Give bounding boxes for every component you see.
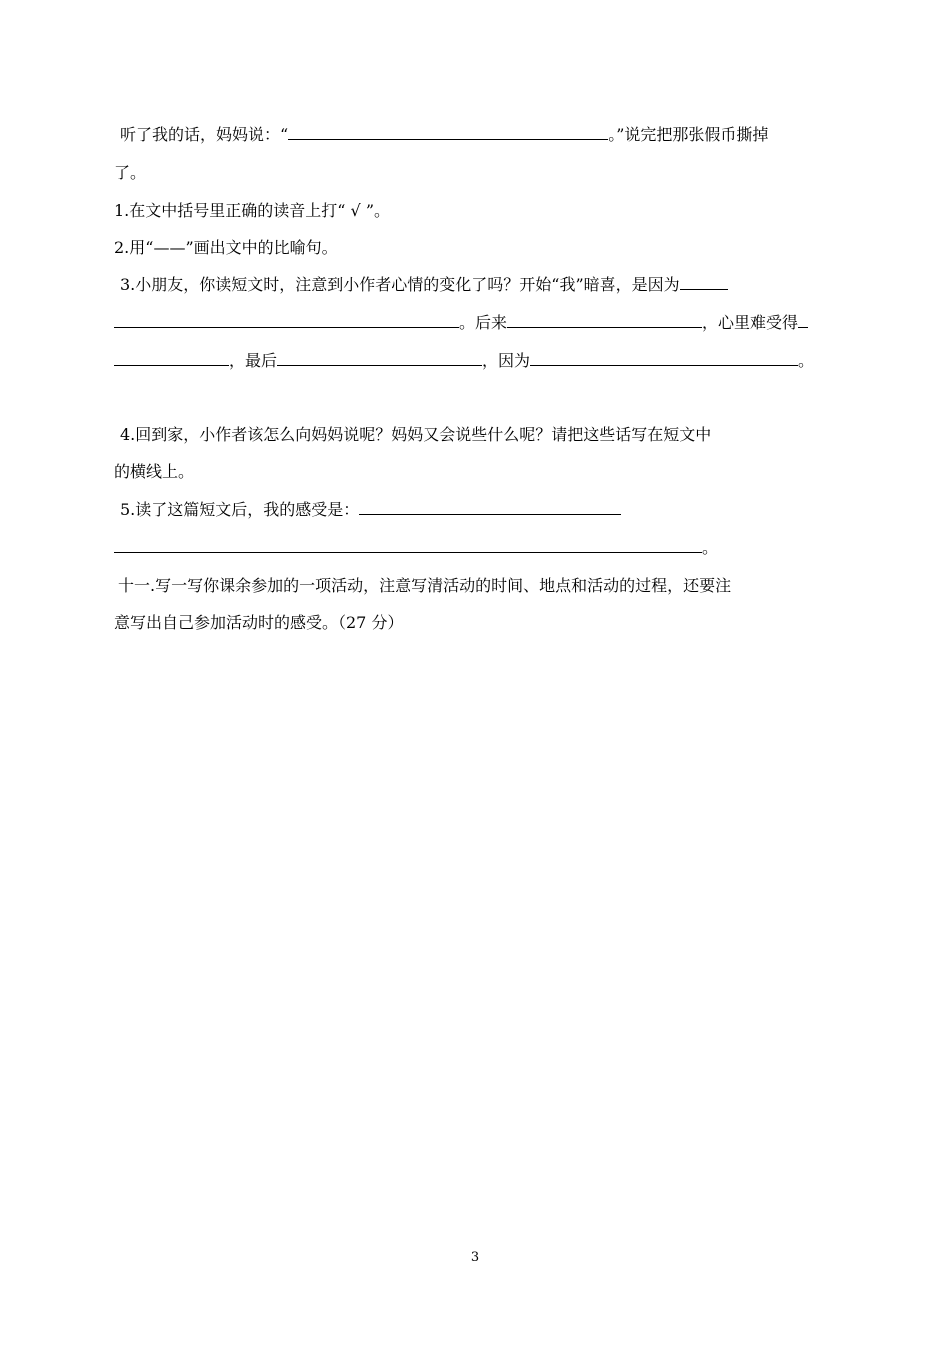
question-text: ，最后	[229, 351, 278, 370]
section-text: 意写出自己参加活动时的感受。（27 分）	[114, 613, 404, 632]
question-text: 。	[702, 538, 719, 557]
reading-text-line	[114, 162, 146, 184]
answer-blank[interactable]	[798, 312, 808, 328]
question-4	[120, 424, 711, 446]
answer-blank[interactable]	[114, 350, 229, 366]
question-text: 2.用“——”画出文中的比喻句。	[114, 238, 338, 257]
answer-blank[interactable]	[288, 124, 608, 140]
answer-blank[interactable]	[359, 499, 621, 515]
question-text: 。后来	[459, 313, 508, 332]
question-5-line-2	[114, 537, 718, 559]
text-segment: 。”说完把那张假币撕掉	[608, 125, 769, 144]
answer-blank[interactable]	[680, 274, 728, 290]
question-2	[114, 237, 338, 259]
answer-blank[interactable]	[530, 350, 798, 366]
question-text: 3.小朋友，你读短文时，注意到小作者心情的变化了吗？开始“我”暗喜，是因为	[120, 275, 680, 294]
section-text: 十一.写一写你课余参加的一项活动，注意写清活动的时间、地点和活动的过程，还要注	[118, 576, 732, 595]
question-text: ，因为	[482, 351, 531, 370]
section-11-line-2	[114, 612, 403, 634]
question-1	[114, 200, 390, 222]
page-number: 3	[470, 1250, 480, 1265]
question-5	[120, 499, 621, 521]
answer-blank[interactable]	[507, 312, 702, 328]
question-3-line-3	[114, 350, 814, 372]
answer-blank[interactable]	[114, 537, 702, 553]
text-segment: 听了我的话，妈妈说：“	[120, 125, 289, 144]
question-text: 4.回到家，小作者该怎么向妈妈说呢？妈妈又会说些什么呢？请把这些话写在短文中	[120, 425, 712, 444]
question-4-line-2	[114, 461, 194, 483]
answer-blank[interactable]	[114, 312, 459, 328]
question-3	[120, 274, 728, 296]
question-text: 的横线上。	[114, 462, 195, 481]
question-3-line-2	[114, 312, 808, 334]
question-text: 1.在文中括号里正确的读音上打“ √ ”。	[114, 201, 390, 220]
question-text: 5.读了这篇短文后，我的感受是：	[120, 500, 360, 519]
section-11	[118, 575, 731, 597]
answer-blank[interactable]	[277, 350, 482, 366]
question-text: ，心里难受得	[702, 313, 799, 332]
reading-text-line	[120, 124, 768, 146]
question-text: 。	[798, 351, 815, 370]
text-segment: 了。	[114, 163, 147, 182]
